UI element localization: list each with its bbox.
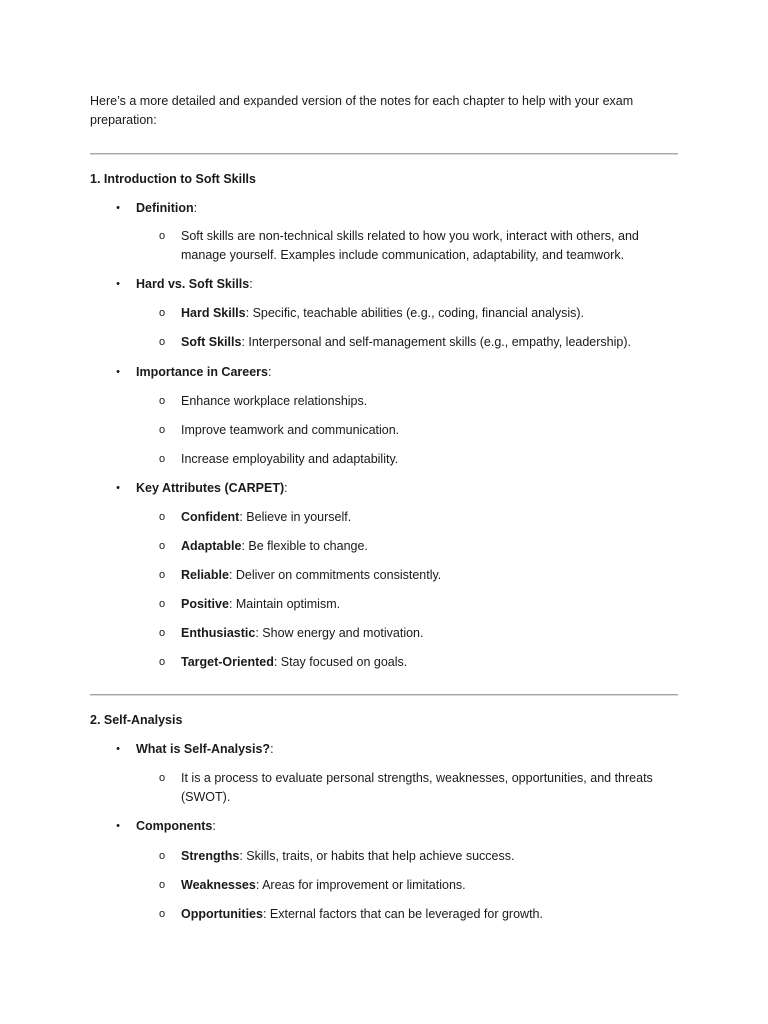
item-term: Strengths — [181, 849, 240, 863]
item-label: Components — [136, 819, 213, 833]
horizontal-rule — [90, 153, 678, 155]
bullet-icon: • — [116, 366, 120, 378]
item-term: Positive — [181, 597, 229, 611]
item-term: Hard Skills — [181, 306, 246, 320]
circle-bullet-icon: o — [158, 453, 166, 465]
item-text: It is a process to evaluate personal strengths, weaknesses, opportunities, and threats (SWOT). — [181, 771, 653, 804]
circle-bullet-icon: o — [158, 656, 166, 668]
bullet-icon: • — [116, 482, 120, 494]
item-label: Definition — [136, 201, 194, 215]
circle-bullet-icon: o — [158, 540, 166, 552]
item-suffix: : — [284, 481, 288, 495]
circle-bullet-icon: o — [158, 569, 166, 581]
item-label: Hard vs. Soft Skills — [136, 277, 250, 291]
item-label: What is Self-Analysis? — [136, 742, 271, 756]
section-heading: 1. Introduction to Soft Skills — [90, 172, 256, 186]
circle-bullet-icon: o — [158, 772, 166, 784]
bullet-icon: • — [116, 820, 120, 832]
item-label: Importance in Careers — [136, 365, 268, 379]
horizontal-rule — [90, 694, 678, 696]
section-heading: 2. Self-Analysis — [90, 713, 183, 727]
circle-bullet-icon: o — [158, 336, 166, 348]
bullet-icon: • — [116, 278, 120, 290]
item-term: Target-Oriented — [181, 655, 274, 669]
item-suffix: : — [193, 201, 198, 215]
item-term: Confident — [181, 510, 240, 524]
item-text: Enhance workplace relationships. — [181, 394, 368, 408]
item-text: : Maintain optimism. — [228, 597, 341, 611]
bullet-icon: • — [116, 202, 120, 214]
item-suffix: : — [268, 365, 272, 379]
item-text: : Show energy and motivation. — [255, 626, 424, 640]
bullet-icon: • — [116, 743, 120, 755]
circle-bullet-icon: o — [158, 230, 166, 242]
circle-bullet-icon: o — [158, 908, 166, 920]
item-suffix: : — [270, 742, 274, 756]
item-text: Improve teamwork and communication. — [181, 423, 400, 437]
item-label: Key Attributes (CARPET) — [136, 481, 285, 495]
circle-bullet-icon: o — [158, 598, 166, 610]
circle-bullet-icon: o — [158, 627, 166, 639]
item-text: : Deliver on commitments consistently. — [228, 568, 442, 582]
item-text: Increase employability and adaptability. — [181, 452, 399, 466]
circle-bullet-icon: o — [158, 307, 166, 319]
circle-bullet-icon: o — [158, 850, 166, 862]
item-text: : Specific, teachable abilities (e.g., coding, financial analysis). — [245, 306, 584, 320]
item-text: Soft skills are non-technical skills related to how you work, interact with others, and manage yourself. Examples include communication, adaptability, and teamwork. — [181, 229, 639, 262]
item-term: Adaptable — [181, 539, 242, 553]
item-text: : Areas for improvement or limitations. — [255, 878, 466, 892]
item-suffix: : — [249, 277, 253, 291]
item-text: : Skills, traits, or habits that help achieve success. — [239, 849, 515, 863]
circle-bullet-icon: o — [158, 879, 166, 891]
item-text: : External factors that can be leveraged for growth. — [262, 907, 543, 921]
item-term: Soft Skills — [181, 335, 242, 349]
item-suffix: : — [212, 819, 216, 833]
item-text: : Stay focused on goals. — [273, 655, 408, 669]
item-term: Opportunities — [181, 907, 263, 921]
item-term: Reliable — [181, 568, 229, 582]
item-text: : Believe in yourself. — [239, 510, 352, 524]
item-term: Weaknesses — [181, 878, 256, 892]
item-text: : Be flexible to change. — [241, 539, 368, 553]
item-term: Enthusiastic — [181, 626, 256, 640]
item-text: : Interpersonal and self-management skills (e.g., empathy, leadership). — [241, 335, 631, 349]
circle-bullet-icon: o — [158, 424, 166, 436]
circle-bullet-icon: o — [158, 511, 166, 523]
intro-paragraph: Here’s a more detailed and expanded version of the notes for each chapter to help with your exam preparation: — [90, 94, 634, 127]
circle-bullet-icon: o — [158, 395, 166, 407]
